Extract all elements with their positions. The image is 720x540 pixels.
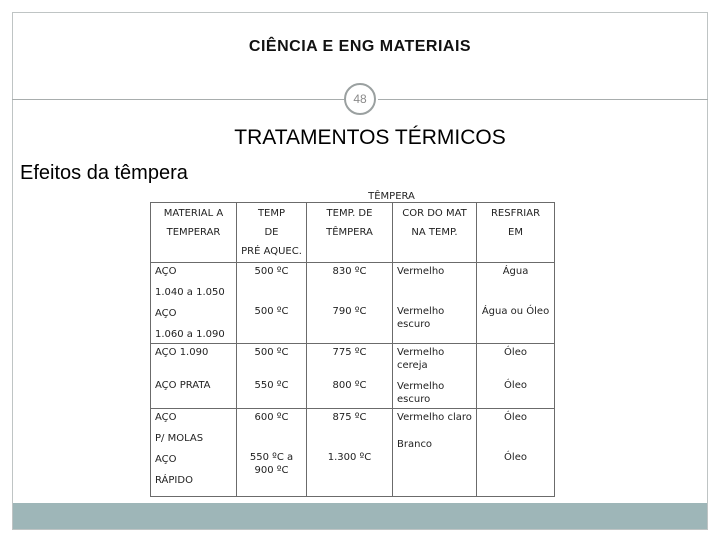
group-header: TÊMPERA <box>368 191 415 202</box>
table-cell-cool: Óleo Óleo <box>477 409 555 497</box>
table-cell-material: AÇO 1.090 AÇO PRATA <box>151 344 237 409</box>
table-cell-temper: 775 ºC 800 ºC <box>307 344 393 409</box>
table-cell-color: Vermelho Vermelho escuro <box>393 263 477 344</box>
table-cell-cool: Água Água ou Óleo <box>477 263 555 344</box>
table-cell-preheat: 600 ºC 550 ºC a 900 ºC <box>237 409 307 497</box>
col-header-color: COR DO MAT NA TEMP. <box>393 203 477 263</box>
table-cell-temper: 875 ºC 1.300 ºC <box>307 409 393 497</box>
table-cell-preheat: 500 ºC 500 ºC <box>237 263 307 344</box>
col-header-cool: RESFRIAR EM <box>477 203 555 263</box>
slide-subtitle: Efeitos da têmpera <box>20 162 188 184</box>
table-cell-cool: Óleo Óleo <box>477 344 555 409</box>
quench-table <box>150 192 554 494</box>
table-cell-preheat: 500 ºC 550 ºC <box>237 344 307 409</box>
table-cell-material: AÇO P/ MOLAS AÇO RÁPIDO <box>151 409 237 497</box>
col-header-temper: TEMP. DE TÊMPERA <box>307 203 393 263</box>
table-cell-color: Vermelho claro Branco <box>393 409 477 497</box>
header-title: CIÊNCIA E ENG MATERIAIS <box>248 38 472 55</box>
page-number: 48 <box>353 92 367 106</box>
header-divider-right <box>378 99 708 100</box>
table-cell-temper: 830 ºC 790 ºC <box>307 263 393 344</box>
col-header-preheat: TEMP DE PRÉ AQUEC. <box>237 203 307 263</box>
header-divider-left <box>12 99 344 100</box>
table-cell-material: AÇO 1.040 a 1.050 AÇO 1.060 a 1.090 <box>151 263 237 344</box>
col-header-material: MATERIAL A TEMPERAR <box>151 203 237 263</box>
footer-bar <box>13 503 707 529</box>
table-cell-color: Vermelho cereja Vermelho escuro <box>393 344 477 409</box>
page-number-badge <box>344 83 376 115</box>
slide-title: TRATAMENTOS TÉRMICOS <box>234 126 506 149</box>
